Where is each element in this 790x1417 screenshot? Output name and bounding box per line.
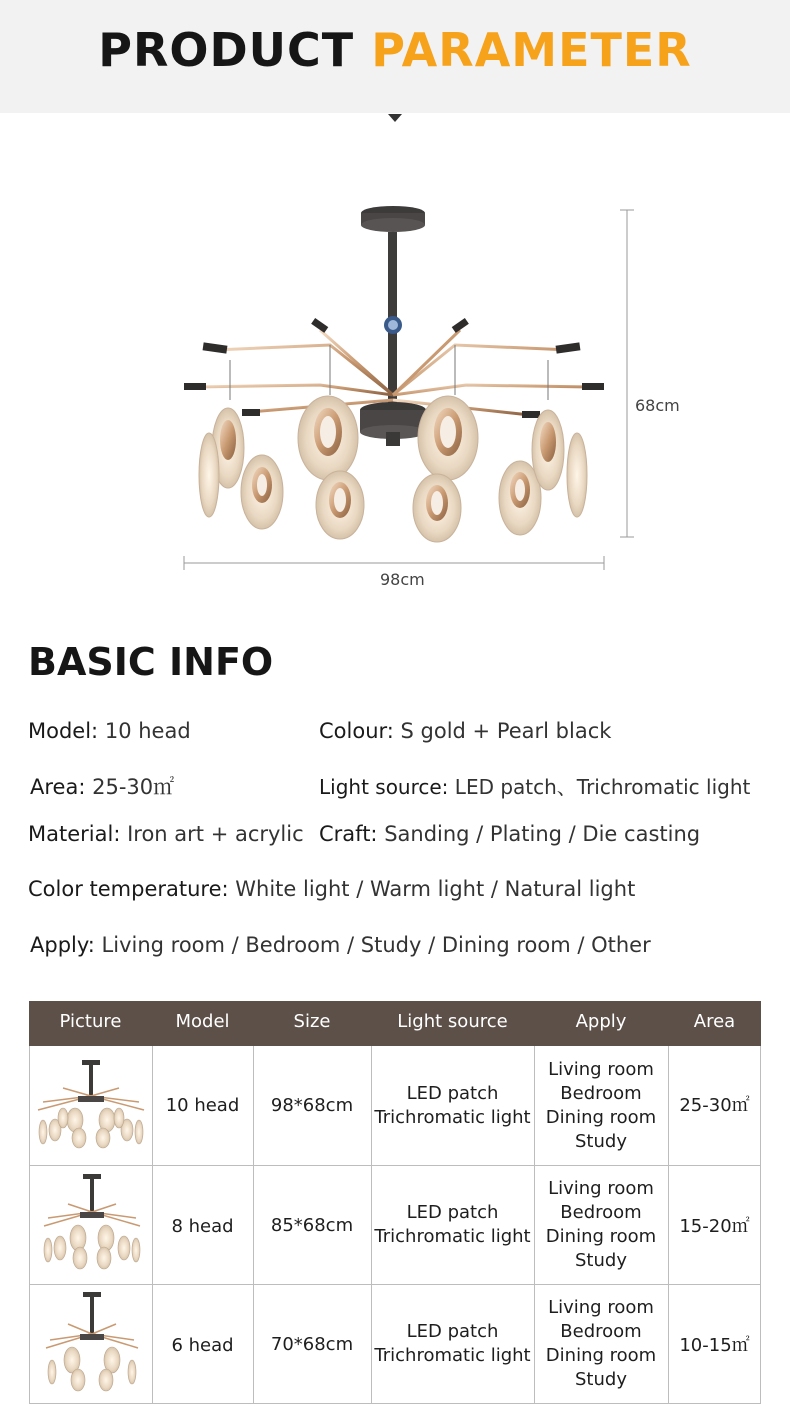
colour-info [319, 719, 611, 743]
row2-light-line1: LED patch [406, 1202, 499, 1223]
material-info [28, 822, 304, 846]
page-title [0, 18, 790, 82]
product-thumbnail-8-head [40, 1172, 144, 1278]
row2-apply-line2: Bedroom [560, 1202, 642, 1223]
row1-light-line2: Trichromatic light [374, 1107, 531, 1128]
craft-value: Sanding / Plating / Die casting [384, 822, 701, 846]
basic-info-title: BASIC INFO [28, 640, 274, 684]
height-dimension-line [620, 210, 634, 537]
row1-area: 25-30㎡ [679, 1095, 750, 1116]
column-header-picture: Picture [59, 1011, 122, 1032]
column-header-light-source: Light source [397, 1011, 508, 1032]
height-dimension-label: 68cm [635, 396, 680, 415]
row3-light-line2: Trichromatic light [374, 1345, 531, 1366]
area-info [30, 771, 174, 801]
table-row-divider [29, 1284, 761, 1285]
down-pointer-icon [388, 114, 402, 122]
model-value: 10 head [104, 719, 191, 743]
column-header-area: Area [693, 1011, 736, 1032]
row2-apply-line4: Study [575, 1250, 627, 1271]
title-word-parameter: PARAMETER [371, 23, 692, 77]
chandelier-illustration [0, 150, 790, 590]
table-row-divider [29, 1165, 761, 1166]
row3-apply-line3: Dining room [545, 1345, 657, 1366]
apply-label: Apply: [30, 933, 95, 957]
width-dimension-label: 98cm [380, 570, 425, 589]
row1-model: 10 head [165, 1095, 240, 1116]
light-source-value: LED patch、Trichromatic light [454, 775, 751, 799]
row3-model: 6 head [171, 1335, 234, 1356]
color-temperature-info [28, 877, 635, 901]
column-header-size: Size [293, 1011, 331, 1032]
craft-label: Craft: [319, 822, 378, 846]
title-word-product: PRODUCT [98, 23, 355, 77]
area-value: 25-30㎡ [92, 775, 175, 799]
width-dimension-line [184, 556, 604, 570]
row1-size: 98*68cm [270, 1095, 354, 1116]
row1-apply-line4: Study [575, 1131, 627, 1152]
row2-apply-line3: Dining room [545, 1226, 657, 1247]
colour-value: S gold + Pearl black [400, 719, 612, 743]
model-info [28, 719, 191, 743]
row3-light-source [371, 1320, 534, 1368]
row3-apply-line1: Living room [548, 1297, 654, 1318]
column-header-apply: Apply [575, 1011, 627, 1032]
apply-value: Living room / Bedroom / Study / Dining room / Other [101, 933, 651, 957]
row3-light-line1: LED patch [406, 1321, 499, 1342]
row2-apply-line1: Living room [548, 1178, 654, 1199]
product-thumbnail-6-head [42, 1290, 142, 1398]
material-value: Iron art + acrylic [127, 822, 304, 846]
light-source-info [319, 771, 750, 800]
row1-light-source [371, 1082, 534, 1130]
row2-area: 15-20㎡ [679, 1216, 750, 1237]
row1-apply [534, 1058, 668, 1154]
area-label: Area: [30, 775, 86, 799]
colour-label: Colour: [319, 719, 394, 743]
row3-area: 10-15㎡ [679, 1335, 750, 1356]
row2-light-line2: Trichromatic light [374, 1226, 531, 1247]
row2-apply [534, 1177, 668, 1273]
row2-model: 8 head [171, 1216, 234, 1237]
material-label: Material: [28, 822, 121, 846]
row3-apply-line2: Bedroom [560, 1321, 642, 1342]
model-label: Model: [28, 719, 99, 743]
row3-apply-line4: Study [575, 1369, 627, 1390]
craft-info [319, 822, 700, 846]
row1-light-line1: LED patch [406, 1083, 499, 1104]
row1-apply-line3: Dining room [545, 1107, 657, 1128]
color-temperature-label: Color temperature: [28, 877, 229, 901]
row3-size: 70*68cm [270, 1334, 354, 1355]
row1-apply-line1: Living room [548, 1059, 654, 1080]
table-border-left [29, 1046, 30, 1404]
light-source-label: Light source: [319, 775, 449, 799]
product-thumbnail-10-head [33, 1058, 149, 1154]
row3-apply [534, 1296, 668, 1392]
color-temperature-value: White light / Warm light / Natural light [235, 877, 636, 901]
apply-info [30, 933, 651, 957]
column-header-model: Model [175, 1011, 230, 1032]
row2-light-source [371, 1201, 534, 1249]
row2-size: 85*68cm [270, 1215, 354, 1236]
row1-apply-line2: Bedroom [560, 1083, 642, 1104]
table-border-bottom [29, 1403, 761, 1404]
